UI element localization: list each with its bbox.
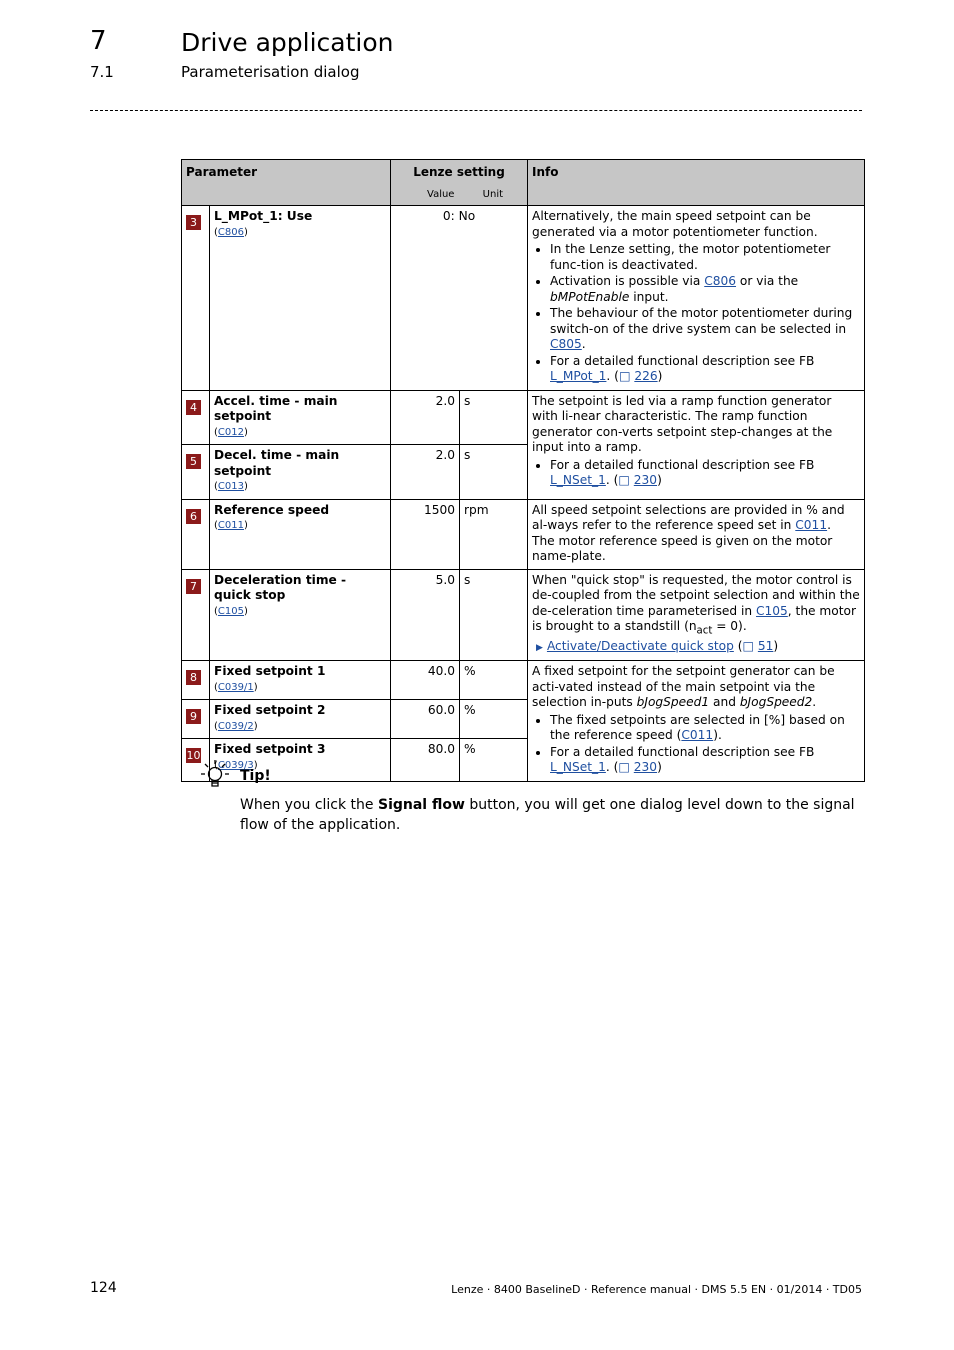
- table-row: 6 Reference speed (C011) 1500 rpm All speed setpoint selections are provided in % and al-ways refer to the reference speed set in C011. The motor reference speed is given on the motor name-plate.: [182, 499, 865, 569]
- param-code-link[interactable]: C039/1: [217, 681, 254, 693]
- param-value: 5.0: [391, 569, 460, 661]
- param-code-link[interactable]: C013: [217, 481, 244, 492]
- list-item: • Activation is possible via C806 or via the bMPotEnable input.: [550, 274, 860, 305]
- list-item: • The fixed setpoints are selected in [%] based on the reference speed (C011).: [550, 713, 860, 744]
- page-link[interactable]: 230: [633, 473, 658, 487]
- row-marker: 9: [186, 709, 201, 724]
- link-c105[interactable]: C105: [756, 603, 788, 618]
- param-unit: s: [460, 390, 528, 445]
- parameter-table: [181, 159, 865, 782]
- table-row: 3 L_MPot_1: Use (C806) 0: No Alternatively, the main speed setpoint can be generated via a motor potentiometer function. • In the Lenze setting, the motor potentiometer func-tion is deactivated. • Activation is possible via C806 or via the bMPotEnable input. • The behaviour of the motor potentiometer during switch-on of the drive system can be selected in C805. • For a detailed functional description see FB L_MPot_1. (□ 226): [182, 206, 865, 391]
- link-c011[interactable]: C011: [681, 728, 714, 743]
- param-unit: %: [460, 700, 528, 739]
- param-unit: rpm: [460, 499, 528, 569]
- row-marker: 10: [186, 749, 201, 763]
- row-marker: 6: [186, 509, 201, 524]
- info-text: The motor reference speed is given on the motor name-plate.: [532, 533, 833, 563]
- col-parameter: Parameter: [182, 160, 391, 206]
- lightbulb-icon: [197, 757, 233, 793]
- triangle-right-icon: ▶: [536, 642, 543, 653]
- info-cell: [528, 206, 865, 391]
- list-item: • The behaviour of the motor potentiometer during switch-on of the drive system can be selected in C805.: [550, 306, 860, 353]
- table-row: 5 Decel. time - main setpoint (C013) 2.0 s: [182, 445, 865, 500]
- param-code-link[interactable]: C039/2: [217, 720, 254, 732]
- param-unit: %: [460, 661, 528, 700]
- param-name: Accel. time - main setpoint: [214, 393, 338, 423]
- param-name: Fixed setpoint 1: [214, 664, 326, 679]
- col-value: Value: [427, 188, 455, 200]
- param-value: 0: No: [391, 206, 528, 391]
- col-unit: Unit: [482, 188, 504, 200]
- link-lmpot1[interactable]: L_MPot_1: [550, 369, 607, 383]
- book-icon: □: [618, 473, 630, 487]
- param-name: Decel. time - main setpoint: [214, 448, 340, 478]
- info-cell: [528, 569, 865, 661]
- section-title: Parameterisation dialog: [181, 63, 360, 81]
- table-row: 10 Fixed setpoint 3 (C039/3) 80.0 %: [182, 739, 865, 782]
- param-code-link[interactable]: C039/3: [217, 759, 254, 771]
- tip-label: Tip!: [240, 768, 271, 784]
- table-row: 9 Fixed setpoint 2 (C039/2) 60.0 %: [182, 700, 865, 739]
- row-marker: 5: [186, 454, 201, 469]
- row-marker: 4: [186, 400, 201, 415]
- param-value: 2.0: [391, 445, 460, 500]
- info-text: All speed setpoint selections are provided in % and al-ways refer to the reference speed set in C011.: [532, 502, 845, 532]
- list-item: • For a detailed functional description see FB L_NSet_1. (□ 230): [550, 745, 860, 776]
- col-setting-label: Lenze setting: [413, 165, 505, 179]
- param-value: 1500: [391, 499, 460, 569]
- link-lnset1[interactable]: L_NSet_1: [550, 473, 606, 487]
- link-quick-stop[interactable]: Activate/Deactivate quick stop: [546, 638, 734, 653]
- book-icon: □: [618, 369, 631, 383]
- page-number: 124: [90, 1280, 117, 1296]
- row-marker: 3: [186, 215, 201, 230]
- tip-text: When you click the Signal flow button, you will get one dialog level down to the signal flow of the application.: [240, 797, 855, 833]
- header-rule: [90, 110, 862, 111]
- link-c011[interactable]: C011: [795, 518, 828, 532]
- param-value: 60.0: [391, 700, 460, 739]
- info-text: A fixed setpoint for the setpoint generator can be acti-vated instead of the main setpoint via the selection in-puts bJogSpeed1 and bJogSpeed2.: [532, 664, 835, 710]
- info-cell: [528, 499, 865, 569]
- list-item: • In the Lenze setting, the motor potentiometer func-tion is deactivated.: [550, 242, 860, 273]
- row-marker: 8: [186, 670, 201, 685]
- cross-reference: ▶ Activate/Deactivate quick stop (□ 51): [536, 638, 779, 653]
- param-name: Fixed setpoint 2: [214, 703, 326, 718]
- param-code-link[interactable]: C105: [217, 605, 244, 617]
- list-item: • For a detailed functional description see FB L_MPot_1. (□ 226): [550, 354, 860, 385]
- info-text: The setpoint is led via a ramp function generator with li-near characteristic. The ramp function generator con-verts setpoint step-changes at the input into a ramp.: [532, 393, 833, 454]
- param-name: Fixed setpoint 3: [214, 742, 326, 757]
- book-icon: □: [742, 638, 754, 653]
- param-name: Reference speed: [214, 502, 330, 517]
- param-value: 2.0: [391, 390, 460, 445]
- row-marker: 7: [186, 579, 201, 594]
- page-link[interactable]: 226: [634, 369, 658, 383]
- link-lnset1[interactable]: L_NSet_1: [550, 760, 606, 775]
- col-info: Info: [528, 160, 865, 206]
- param-code-link[interactable]: C011: [217, 520, 244, 531]
- param-name: L_MPot_1: Use: [214, 209, 313, 223]
- info-text: When "quick stop" is requested, the motor control is de-coupled from the setpoint selection and within the de-celeration time parameterised in C105, the motor is brought to a standstill $(n_{act} = 0)$.: [532, 572, 860, 637]
- table-row: 7 Deceleration time - quick stop (C105) 5.0 s When "quick stop" is requested, the motor control is de-coupled from the setpoint selection and within the de-celeration time parameterised in C105, the motor is brought to a standstill $(n_{act} = 0)$. ▶ Activate/Deactivate quick stop (□ 51): [182, 569, 865, 661]
- table-header-row: [182, 160, 865, 206]
- table-row: 8 Fixed setpoint 1 (C039/1) 40.0 % A fixed setpoint for the setpoint generator can be acti-vated instead of the main setpoint via the selection in-puts bJogSpeed1 and bJogSpeed2. • The fixed setpoints are selected in [%] based on the reference speed (C011). • For a detailed functional description see FB L_NSet_1. (□ 230): [182, 661, 865, 700]
- param-unit: s: [460, 569, 528, 661]
- param-name: Deceleration time - quick stop: [214, 572, 347, 602]
- page-link[interactable]: 230: [633, 760, 658, 775]
- param-unit: %: [460, 739, 528, 782]
- chapter-title: Drive application: [181, 28, 394, 57]
- param-code-link[interactable]: C012: [217, 426, 244, 438]
- link-c806[interactable]: C806: [704, 274, 737, 288]
- info-text: Alternatively, the main speed setpoint can be generated via a motor potentiometer function.: [532, 209, 818, 239]
- param-code-link[interactable]: C806: [217, 226, 244, 238]
- info-cell: [528, 390, 865, 499]
- col-setting: [391, 160, 528, 206]
- link-c805[interactable]: C805: [550, 337, 582, 351]
- footer-doc-info: Lenze · 8400 BaselineD · Reference manual · DMS 5.5 EN · 01/2014 · TD05: [451, 1283, 862, 1296]
- section-number: 7.1: [90, 63, 114, 81]
- list-item: • For a detailed functional description see FB L_NSet_1. (□ 230): [550, 458, 860, 489]
- param-value: 40.0: [391, 661, 460, 700]
- page-link[interactable]: 51: [757, 638, 774, 653]
- info-cell: [528, 661, 865, 782]
- param-value: 80.0: [391, 739, 460, 782]
- book-icon: □: [618, 760, 630, 775]
- chapter-number: 7: [90, 26, 107, 56]
- param-unit: s: [460, 445, 528, 500]
- table-row: 4 Accel. time - main setpoint (C012) 2.0 s The setpoint is led via a ramp function generator with li-near characteristic. The ramp function generator con-verts setpoint step-changes at the input into a ramp. • For a detailed functional description see FB L_NSet_1. (□ 230): [182, 390, 865, 445]
